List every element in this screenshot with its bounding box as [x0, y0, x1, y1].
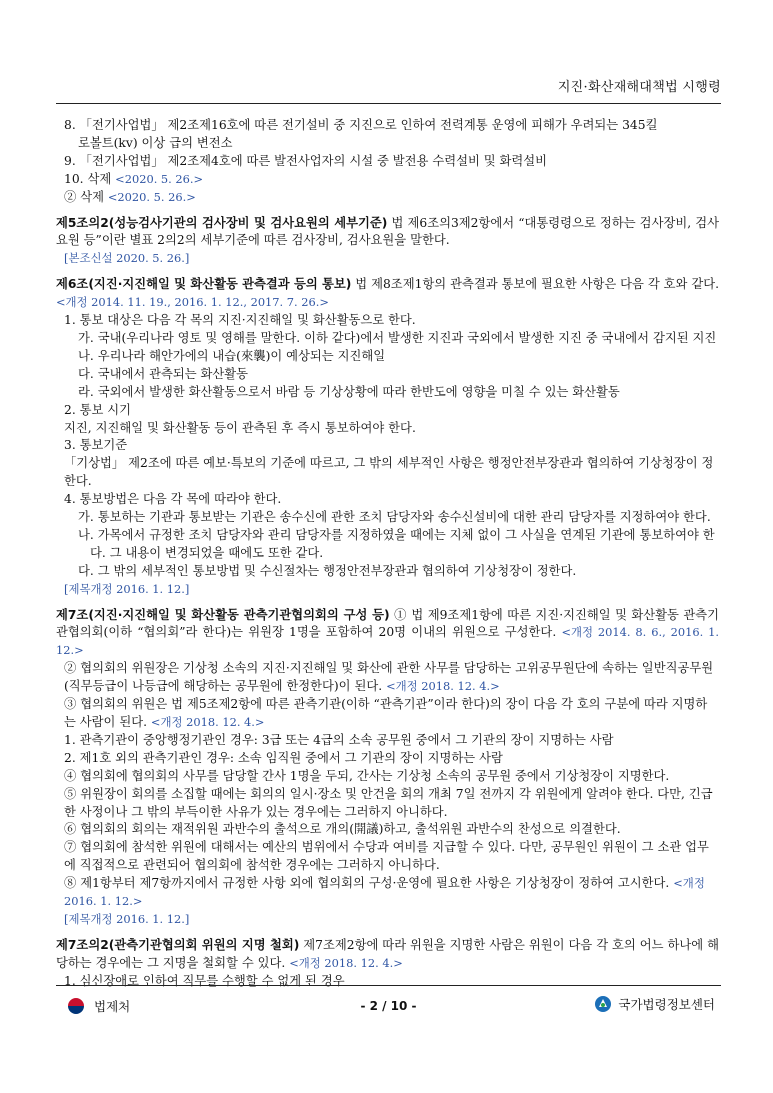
- item-1: 1. 관측기관이 중앙행정기관인 경우: 3급 또는 4급의 소속 공무원 중에서 그 기관의 장이 지명하는 사람: [64, 732, 614, 747]
- item-2: 2. 통보 시기: [64, 402, 132, 417]
- page-number: - 2 / 10 -: [360, 999, 417, 1013]
- article-6: 제6조(지진·지진해일 및 화산활동 관측결과 등의 통보) 법 제8조제1항의 관측결과 통보에 필요한 사항은 다음 각 호와 같다. <개정 2014. 11. 19., 2016. 1. 12., 2017. 7. 26.>: [56, 277, 719, 310]
- item-3-text: 「기상법」 제2조에 따른 예보·특보의 기준에 따르고, 그 밖의 세부적인 사항은 행정안전부장관과 협의하여 기상청장이 정한다.: [64, 456, 714, 489]
- running-header: 지진·화산재해대책법 시행령: [557, 80, 721, 95]
- subitem-ga: 가. 통보하는 기관과 통보받는 기관은 송수신에 관한 조치 담당자와 송수신설비에 대한 관리 담당자를 지정하여야 한다.: [78, 510, 711, 525]
- paragraph-4: ④ 협의회에 협의회의 사무를 담당할 간사 1명을 두되, 간사는 기상청 소속의 공무원 중에서 기상청장이 지명한다.: [64, 768, 670, 783]
- paragraph-8: ⑧ 제1항부터 제7항까지에서 규정한 사항 외에 협의회의 구성·운영에 필요한 사항은 기상청장이 정하여 고시한다. <개정 2016. 1. 12.>: [64, 876, 705, 909]
- amendment-note: <개정 2018. 12. 4.>: [386, 679, 500, 694]
- item-1: 1. 심신장애로 인하여 직무를 수행할 수 없게 된 경우: [64, 973, 345, 988]
- amendment-note: <2020. 5. 26.>: [115, 171, 204, 186]
- article-7-2: 제7조의2(관측기관협의회 위원의 지명 철회) 제7조제2항에 따라 위원을 지명한 사람은 위원이 다음 각 호의 어느 하나에 해당하는 경우에는 그 지명을 철회할 수 있다. <개정 2018. 12. 4.>: [56, 937, 719, 970]
- amendment-note: <2020. 5. 26.>: [107, 189, 196, 204]
- item-9: 9. 「전기사업법」 제2조제4호에 따른 발전사업자의 시설 중 발전용 수력설비 및 화력설비: [64, 153, 548, 168]
- subitem-da: 다. 그 밖의 세부적인 통보방법 및 수신절차는 행정안전부장관과 협의하여 기상청장이 정한다.: [78, 563, 577, 578]
- subitem-ga: 가. 국내(우리나라 영토 및 영해를 말한다. 이하 같다)에서 발생한 지진과 국외에서 발생한 지진 중 국내에서 감지된 지진: [78, 330, 717, 345]
- law-center-logo-icon: [594, 995, 612, 1013]
- paragraph-3: ③ 협의회의 위원은 법 제5조제2항에 따른 관측기관(이하 “관측기관”이라 한다)의 장이 다음 각 호의 구분에 따라 지명하는 사람이 된다. <개정 2018. 12. 4.>: [64, 697, 708, 729]
- article-title: 제7조(지진·지진해일 및 화산활동 관측기관협의회의 구성 등): [56, 607, 390, 622]
- item-10: 10. 삭제 <2020. 5. 26.>: [64, 171, 204, 186]
- footer-divider: [56, 985, 721, 986]
- footer-center-name: 국가법령정보센터: [618, 997, 715, 1012]
- article-note: [본조신설 2020. 5. 26.]: [64, 251, 190, 266]
- amendment-note: <개정 2014. 11. 19., 2016. 1. 12., 2017. 7. 26.>: [56, 295, 329, 310]
- article-title: 제5조의2(성능검사기관의 검사장비 및 검사요원의 세부기준): [56, 215, 388, 230]
- paragraph-7: ⑦ 협의회에 참석한 위원에 대해서는 예산의 범위에서 수당과 여비를 지급할 수 있다. 다만, 공무원인 위원이 그 소관 업무에 직접적으로 관련되어 협의회에 참석한 경우에는 그러하지 아니하다.: [64, 840, 709, 873]
- item-8: 8. 「전기사업법」 제2조제16호에 따른 전기설비 중 지진으로 인하여 전력계통 운영에 피해가 우려되는 345킬: [64, 118, 658, 132]
- subitem-da: 다. 국내에서 관측되는 화산활동: [78, 366, 249, 381]
- amendment-note: <개정 2018. 12. 4.>: [289, 955, 403, 970]
- item-1: 1. 통보 대상은 다음 각 목의 지진·지진해일 및 화산활동으로 한다.: [64, 313, 416, 328]
- paragraph-5: ⑤ 위원장이 회의를 소집할 때에는 회의의 일시·장소 및 안건을 회의 개최 7일 전까지 각 위원에게 알려야 한다. 다만, 긴급한 사정이나 그 밖의 부득이한 사유가 있는 경우에는 그러하지 아니하다.: [64, 786, 713, 819]
- item-8-cont: 로볼트(kv) 이상 급의 변전소: [78, 135, 233, 150]
- page-footer: [56, 993, 721, 1017]
- amendment-note: <개정 2014. 8. 6., 2016. 1. 12.>: [56, 625, 719, 658]
- article-7: 제7조(지진·지진해일 및 화산활동 관측기관협의회의 구성 등) ① 법 제9조제1항에 따른 지진·지진해일 및 화산활동 관측기관협의회(이하 “협의회”라 한다)는 위원장 1명을 포함하여 20명 이내의 위원으로 구성한다. <개정 2014. 8. 6., 2016. 1. 12.>: [56, 607, 719, 658]
- subitem-na: 나. 가목에서 규정한 조치 담당자와 관리 담당자를 지정하였을 때에는 지체 없이 그 사실을 연계된 기관에 통보하여야 한다. 그 내용이 변경되었을 때에도 또한 같다.: [78, 527, 715, 560]
- paragraph-6: ⑥ 협의회의 회의는 재적위원 과반수의 출석으로 개의(開議)하고, 출석위원 과반수의 찬성으로 의결한다.: [64, 822, 621, 837]
- header-divider: [56, 103, 721, 104]
- item-2: 2. 제1호 외의 관측기관인 경우: 소속 임직원 중에서 그 기관의 장이 지명하는 사람: [64, 750, 503, 765]
- para-2-deleted: ② 삭제 <2020. 5. 26.>: [64, 189, 196, 204]
- amendment-note: <개정 2018. 12. 4.>: [150, 715, 265, 729]
- item-2-text: 지진, 지진해일 및 화산활동 등이 관측된 후 즉시 통보하여야 한다.: [64, 420, 416, 435]
- article-title: 제6조(지진·지진해일 및 화산활동 관측결과 등의 통보): [56, 277, 352, 292]
- paragraph-2: ② 협의회의 위원장은 기상청 소속의 지진·지진해일 및 화산에 관한 사무를 담당하는 고위공무원단에 속하는 일반직공무원(직무등급이 나등급에 해당하는 공무원에 한정한다)이 된다. <개정 2018. 12. 4.>: [64, 661, 714, 694]
- item-3: 3. 통보기준: [64, 438, 128, 453]
- subitem-na: 나. 우리나라 해안가에의 내습(來襲)이 예상되는 지진해일: [78, 348, 386, 363]
- amendment-note: <개정 2016. 1. 12.>: [64, 876, 705, 909]
- footer-right: [594, 995, 715, 1013]
- article-5-2: 제5조의2(성능검사기관의 검사장비 및 검사요원의 세부기준) 법 제6조의3제2항에서 “대통령령으로 정하는 검사장비, 검사요원 등”이란 별표 2의2의 세부기준에 따른 검사장비, 검사요원을 말한다.: [56, 215, 719, 248]
- subitem-ra: 라. 국외에서 발생한 화산활동으로서 바람 등 기상상황에 따라 한반도에 영향을 미칠 수 있는 화산활동: [78, 384, 620, 399]
- article-note: [제목개정 2016. 1. 12.]: [64, 911, 190, 926]
- article-title: 제7조의2(관측기관협의회 위원의 지명 철회): [56, 937, 300, 952]
- document-body: [56, 117, 719, 991]
- item-4: 4. 통보방법은 다음 각 목에 따라야 한다.: [64, 492, 282, 507]
- footer-ministry: 법제처: [94, 999, 131, 1014]
- article-note: [제목개정 2016. 1. 12.]: [64, 581, 190, 596]
